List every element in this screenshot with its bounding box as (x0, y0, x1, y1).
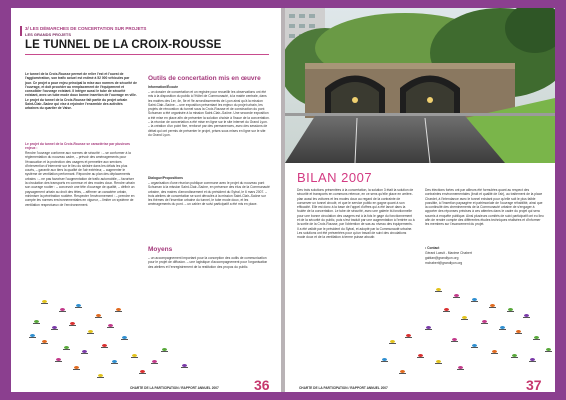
cyclist-figure (499, 326, 506, 331)
cyclist-figure (59, 308, 66, 313)
cyclist-figure (461, 316, 468, 321)
cyclist-figure (111, 360, 118, 365)
cyclist-figure (131, 354, 138, 359)
tunnel-photo (285, 8, 555, 163)
page-number: 36 (254, 377, 270, 392)
means-heading: Moyens (148, 246, 173, 253)
tools-info-text: – un dossier de concertation et un registre pour recueillir les observations ont été mis à la disposition du public à l'Hôtel de Communauté, à la mairie centrale, dans les mairies des 1er, 4e, 5e et 9e arrondissements de Lyon ainsi qu'à la mission Saint-Clair–Saône. – une exposition présentant les enjeux du projet urbain, les projets de rénovation du tunnel sous la Croix-Rousse et de construction du pont Schuman a été organisée à la mission Saint-Clair–Saône. Une seconde exposition a été mise en place afin de présenter la solution choisie à l'issue de la concertation. – la réunion de concertation a été mise en ligne sur le site internet du Grand Lyon. – la création d'un point fixe, renforcé par des permanences, avec des sessions de débat qui ont permis de présenter le projet, prises sous mises en ligne sur le site du Grand Lyon. (148, 90, 270, 137)
cyclist-figure (451, 338, 458, 343)
cyclist-figure (121, 336, 128, 341)
cyclist-figure (523, 314, 530, 319)
page-number: 37 (526, 377, 542, 392)
cyclist-figure (453, 294, 460, 299)
cyclist-figure (417, 354, 424, 359)
cyclist-figure (181, 364, 188, 369)
footer-text: CHARTE DE LA PARTICIPATION / RAPPORT ANNUEL 2007 (130, 386, 219, 390)
left-page (11, 8, 281, 392)
cyclist-figure (75, 304, 82, 309)
cyclist-figure (161, 348, 168, 353)
cyclist-figure (41, 340, 48, 345)
contact-label: • Contact (425, 246, 440, 250)
cyclist-figure (405, 334, 412, 339)
cyclist-figure (139, 370, 146, 375)
title-rule (25, 54, 269, 55)
cyclist-figure (381, 358, 388, 363)
cyclist-figure (435, 360, 442, 365)
objectives-heading: Le projet du tunnel de la Croix-Rousse se caractérise par plusieurs enjeux : (25, 142, 130, 151)
cyclist-figure (69, 322, 76, 327)
section-kicker: 3/ LES DÉMARCHES DE CONCERTATION SUR PROJETS (25, 26, 147, 31)
cyclist-figure (399, 370, 406, 375)
bilan-title: BILAN 2007 (297, 170, 373, 185)
objectives-list: Rendre l'ouvrage conforme aux normes de sécurité : – se conformer à la réglementation du nouveau cadre, – prévoir des aménagements pour l'évacuation et la protection des usagers et permettre aux services d'intervention d'intervenir sur le lieu du sinistre dans les délais les plus courts, – garantir aux tiers la qualité de l'air extérieur, – augmenter le système de ventilation performant. Répondre au plan des déplacements urbains : – ne pas favoriser l'augmentation de trafic automobile, – favoriser la circulation des transports en commun et des modes doux. Rendre urbain son ouvrage routier : – concevoir une tête d'ouvrage de qualité, – définir un paysagement urbain au droit des têtes, – affirmer un caractère urbain, minimiser la pénétration routière. Respecter l'environnement : – prendre en compte les normes environnementales en vigueur, – limiter un système de ventilation respectueux de l'environnement. (25, 151, 135, 207)
cyclist-figure (389, 340, 396, 345)
cyclist-figure (33, 320, 40, 325)
cyclist-figure (435, 288, 442, 293)
cyclist-figure (63, 346, 70, 351)
cyclist-figure (41, 300, 48, 305)
cyclist-figure (95, 314, 102, 319)
cyclist-figure (115, 308, 122, 313)
cyclist-figure (51, 326, 58, 331)
tools-subheading-dialogue: Dialogue/Propositions (148, 176, 183, 180)
footer-text: CHARTE DE LA PARTICIPATION / RAPPORT ANNUEL 2007 (299, 386, 388, 390)
cyclist-figure (545, 348, 552, 353)
cyclist-figure (29, 334, 36, 339)
cyclist-figure (533, 336, 540, 341)
cyclist-figure (511, 354, 518, 359)
cyclist-figure (101, 344, 108, 349)
section-marker (20, 26, 22, 36)
tools-dialogue-text: – organisation d'une réunion publique commune avec le projet du nouveau pont Schuman à la mission Saint-Clair–Saône, en présence des élus de la Communauté urbaine, des maires d'arrondissement et du président du Sytral, le 6 mars 2007. – trois ateliers de concertation se sont déroulés à la mission Saint-Clair–Saône sur les thèmes de l'insertion urbaine du tunnel, le tube mode doux, et les aménagements du pont. – un cahier de suivi participatif a été mis en place. (148, 181, 270, 207)
cyclist-figure (425, 326, 432, 331)
cyclist-figure (471, 298, 478, 303)
bilan-column-1: Des trois solutions présentées à la concertation, la solution 3 était la solution de sécurité et transports en communs retenue, en ce sens qu'elle place en arrière-plan aussi les voitures et les modes doux au regard de la contrainte de conserver un tunnel circulé, et que le service public en gagne quant à son efficacité. Elle est donc à la base de l'appel d'offres qui a été lancé dans la foulée de la concertation. Le tube de sécurité, avec une galerie bi-fonctionnelle pour une bonne circulation des usagers est à la fois le gage du fonctionnement et de la sécurité du public, puis s'est traduit par une augmentation à l'entrée ou à la sortie de la Croix-Rousse, par l'obtention de sas au niveau des équipements. Il a été validé par le président du Sytral, et adopté par la Communauté urbaine. Les solutions ont été présentées pour qu'un travail de suivi des circulations mode doux et de la ventilation à terme puisse aboutir. (297, 188, 415, 240)
tools-subheading-info: Information/Écoute (148, 85, 179, 89)
contact-email[interactable]: mchabert@grandlyon.org (425, 261, 463, 265)
cyclist-figure (471, 344, 478, 349)
cyclist-figure (457, 366, 464, 371)
tools-heading: Outils de concertation mis en œuvre (148, 75, 261, 82)
intro-paragraph: Le tunnel de la Croix-Rousse permet de relier l'est et l'ouest de l'agglomération, son trafic actuel est estimé à 52 000 véhicules par jour. Ce projet a pour enjeu principal la mise aux normes de sécurité de l'ouvrage, et doit procéder au remplacement de l'équipement et consolider l'ouvrage existant. Il intègre aussi le tube de sécurité existant, avec un tube mode doux bonne insertion de l'ouvrage en ville. Le projet du tunnel de la Croix-Rousse fait partie du projet urbain Saint-Clair–Saône qui vise à rejoindre l'ensemble des activités urbaines du quartier de Vaise. (25, 72, 137, 111)
cyclist-figure (481, 320, 488, 325)
cyclist-figure (73, 366, 80, 371)
cyclist-figure (97, 374, 104, 379)
contact-names: Gérard Lasvit - Maxime Chabert (425, 251, 472, 255)
cyclist-figure (529, 358, 536, 363)
contact-email[interactable]: gablan@grandlyon.org (425, 256, 459, 260)
right-page (285, 8, 555, 392)
means-text: – un accompagnement important pour la conception des outils de communication pour le projet de diffusion. – une logistique d'accompagnement pour l'organisation des ateliers et l'enregistrement de la restitution des propos du public. (148, 256, 268, 269)
page-title: LE TUNNEL DE LA CROIX-ROUSSE (25, 39, 222, 51)
cyclist-figure (515, 330, 522, 335)
cyclist-figure (87, 330, 94, 335)
cyclist-figure (489, 304, 496, 309)
cyclist-figure (507, 308, 514, 313)
cyclist-figure (151, 360, 158, 365)
cyclist-figure (55, 358, 62, 363)
section-subkicker: LES GRANDS PROJETS (25, 32, 72, 37)
cyclist-figure (491, 350, 498, 355)
cyclist-figure (443, 308, 450, 313)
cyclist-figure (107, 324, 114, 329)
cyclist-figure (81, 350, 88, 355)
bilan-column-2: Des élections fortes ont par ailleurs été formulées quant au respect des contraintes environnementales (bruit et qualité de l'air), au traitement de la place Chardet, à l'intendance avec le tunnel existant pour qu'elle soit le plus faible possible, à l'insertion paysagère et patrimoniale de l'ouvrage réhabilité, ainsi que la continuité des cheminements de la Communauté urbaine de s'engager à apporter des réponses précises à ces attentes dans le cadre du projet qui sera soumis à enquête publique. Ainsi plusieurs comités de suivi participatif ont eu lieu afin de rendre compte des différentes études techniques réalisées et d'informer les membres sur l'avancement du projet. (425, 188, 544, 227)
